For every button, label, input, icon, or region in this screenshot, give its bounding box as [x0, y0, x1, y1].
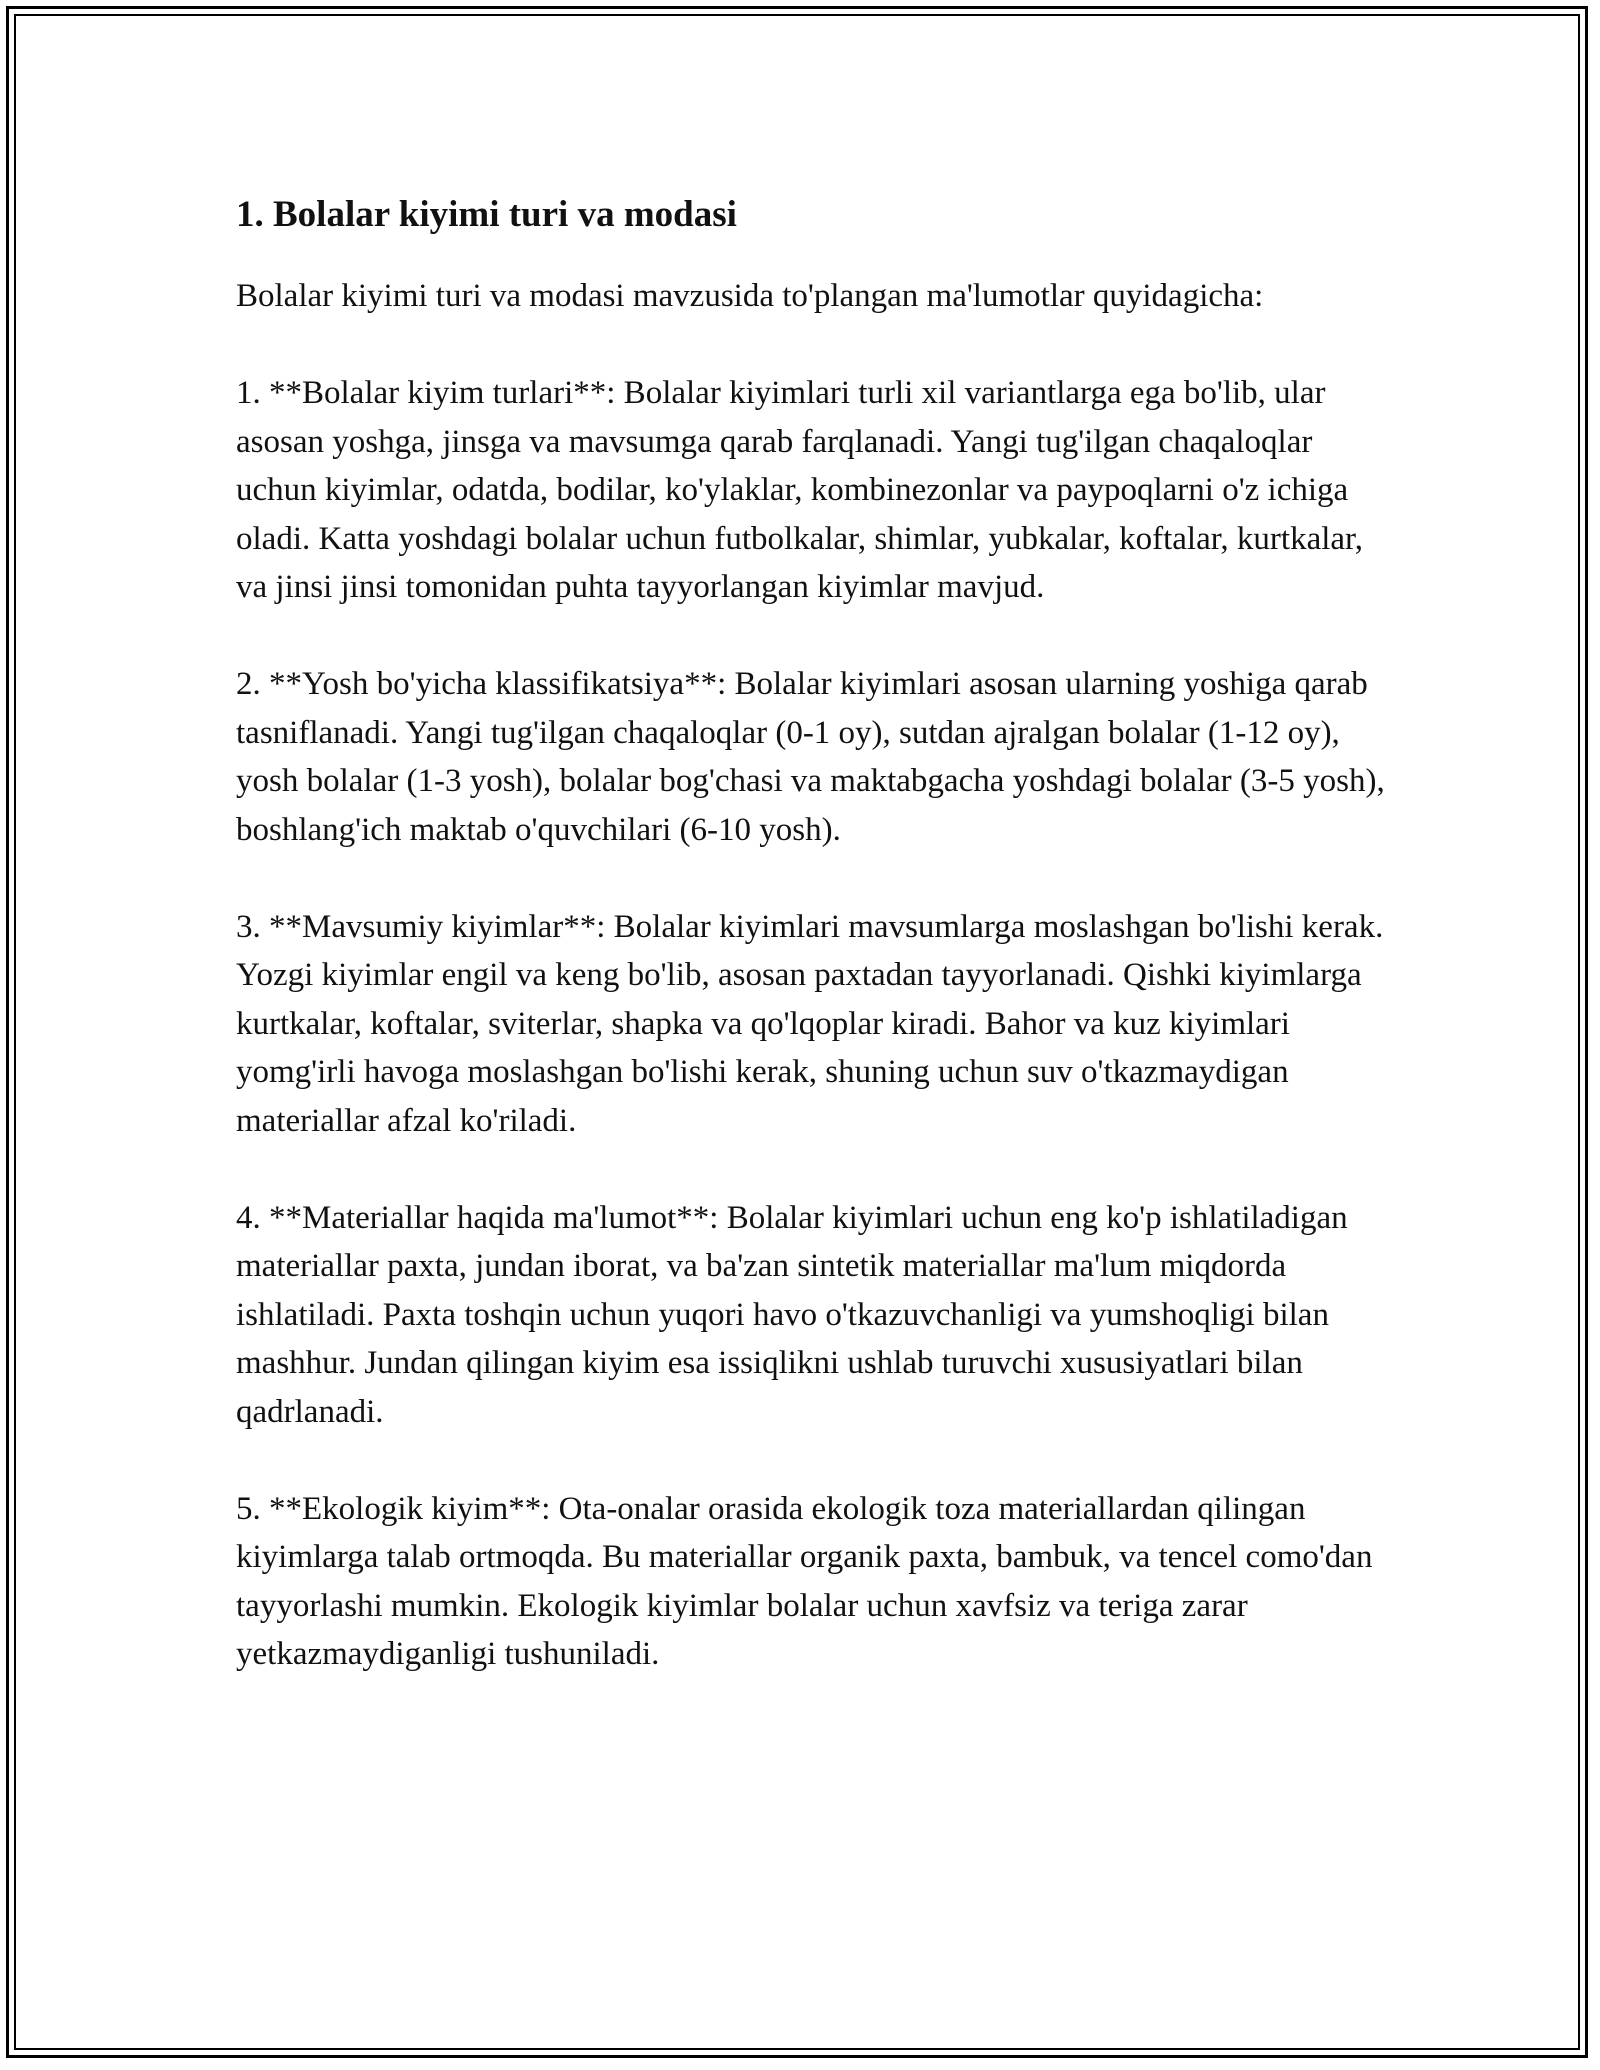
paragraph-seasonal-clothing: 3. **Mavsumiy kiyimlar**: Bolalar kiyimlari mavsumlarga moslashgan bo'lishi kerak. Yozgi kiyimlar engil va keng bo'lib, asosan paxtadan tayyorlanadi. Qishki kiyimlarga kurtkalar, koftalar, sviterlar, shapka va qo'lqoplar kiradi. Bahor va kuz kiyimlari yomg'irli havoga moslashgan bo'lishi kerak, shuning uchun suv o'tkazmaydigan materiallar afzal ko'riladi.: [236, 908, 1384, 1139]
intro-paragraph: Bolalar kiyimi turi va modasi mavzusida to'plangan ma'lumotlar quyidagicha:: [236, 278, 1264, 314]
paragraph-materials: 4. **Materiallar haqida ma'lumot**: Bolalar kiyimlari uchun eng ko'p ishlatiladigan materiallar paxta, jundan iborat, va ba'zan sintetik materiallar ma'lum miqdorda ishlatiladi. Paxta toshqin uchun yuqori havo o'tkazuvchanligi va yumshoqligi bilan mashhur. Jundan qilingan kiyim esa issiqlikni ushlab turuvchi xususiyatlari bilan qadrlanadi.: [236, 1199, 1348, 1430]
paragraph-age-classification: 2. **Yosh bo'yicha klassifikatsiya**: Bolalar kiyimlari asosan ularning yoshiga qarab tasniflanadi. Yangi tug'ilgan chaqaloqlar (0-1 oy), sutdan ajralgan bolalar (1-12 oy), yosh bolalar (1-3 yosh), bolalar bog'chasi va maktabgacha yoshdagi bolalar (3-5 yosh), boshlang'ich maktab o'quvchilari (6-10 yosh).: [236, 666, 1385, 848]
document-title: 1. Bolalar kiyimi turi va modasi: [236, 194, 737, 235]
paragraph-clothing-types: 1. **Bolalar kiyim turlari**: Bolalar kiyimlari turli xil variantlarga ega bo'lib, ular asosan yoshga, jinsga va mavsumga qarab farqlanadi. Yangi tug'ilgan chaqaloqlar uchun kiyimlar, odatda, bodilar, ko'ylaklar, kombinezonlar va paypoqlarni o'z ichiga oladi. Katta yoshdagi bolalar uchun futbolkalar, shimlar, yubkalar, koftalar, kurtkalar, va jinsi jinsi tomonidan puhta tayyorlangan kiyimlar mavjud.: [236, 375, 1363, 605]
document-body: [236, 184, 1386, 1727]
paragraph-eco-clothing: 5. **Ekologik kiyim**: Ota-onalar orasida ekologik toza materiallardan qilingan kiyimlarga talab ortmoqda. Bu materiallar organik paxta, bambuk, va tencel como'dan tayyorlashi mumkin. Ekologik kiyimlar bolalar uchun xavfsiz va teriga zarar yetkazmaydiganligi tushuniladi.: [236, 1490, 1373, 1672]
